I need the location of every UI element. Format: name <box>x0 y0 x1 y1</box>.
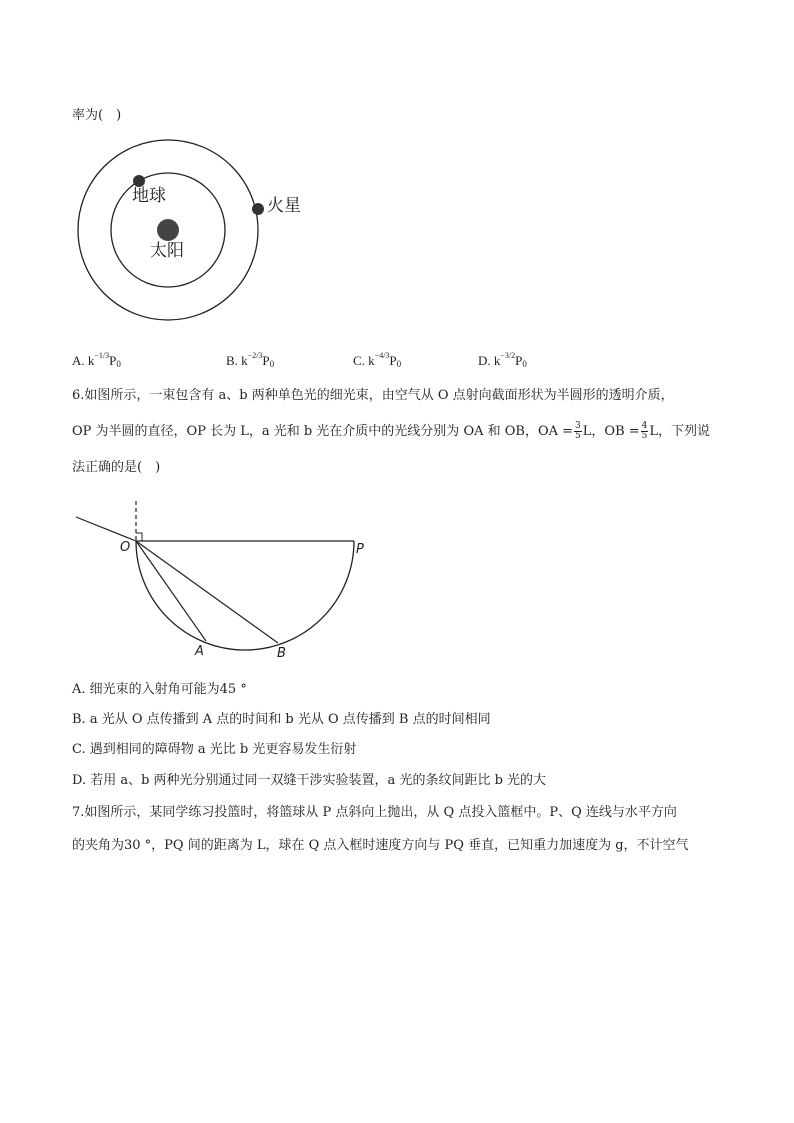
q5-option-a[interactable]: A. $k^{-1/3}P0$ <box>72 351 121 369</box>
ray-ob <box>136 541 278 643</box>
ob-fraction: $\frac{4}{5}$ <box>641 421 648 441</box>
label-a: A <box>195 644 204 659</box>
mars-label: 火星 <box>267 196 301 216</box>
label-p: P <box>356 542 364 557</box>
q6-option-b[interactable]: B. a 光从 O 点传播到 A 点的时间和 b 光从 O 点传播到 B 点的时间相同 <box>72 712 491 727</box>
q6-line-1: 6.如图所示，一束包含有 a、b 两种单色光的细光束，由空气从 O 点射向截面形状为半圆形的透明介质， <box>72 388 674 403</box>
semicircle-diagram <box>70 495 370 665</box>
oa-fraction: $\frac{3}{5}$ <box>575 421 581 441</box>
q6-line-3: 法正确的是( ) <box>72 460 161 475</box>
semicircle-arc <box>136 541 354 650</box>
earth-label: 地球 <box>132 186 166 206</box>
mars <box>252 203 264 215</box>
label-o: O <box>120 540 131 555</box>
label-b: B <box>277 646 286 661</box>
q5-option-d[interactable]: D. $k^{-3/2}P0$ <box>478 351 527 369</box>
q6-option-c[interactable]: C. 遇到相同的障碍物 a 光比 b 光更容易发生衍射 <box>72 742 357 757</box>
q5-option-c[interactable]: C. $k^{-4/3}P0$ <box>353 351 402 369</box>
incident-ray <box>76 517 136 541</box>
q6-option-d[interactable]: D. 若用 a、b 两种光分别通过同一双缝干涉实验装置，a 光的条纹间距比 b 光的大 <box>72 773 547 788</box>
q7-line-1: 7.如图所示，某同学练习投篮时，将篮球从 P 点斜向上抛出，从 Q 点投入篮框中。P、Q 连线与水平方向 <box>72 805 677 820</box>
q6-option-a[interactable]: A. 细光束的入射角可能为45 ° <box>72 682 247 697</box>
q7-line-2: 的夹角为30 °，PQ 间的距离为 L，球在 Q 点入框时速度方向与 PQ 垂直，已知重力加速度为 g，不计空气 <box>72 838 689 853</box>
sun-label: 太阳 <box>150 241 184 261</box>
orbit-diagram <box>70 135 330 330</box>
q5-option-b[interactable]: B. $k^{-2/3}P0$ <box>226 351 275 369</box>
sun <box>157 219 179 241</box>
right-angle-mark <box>136 533 142 541</box>
q5-continuation: 率为( ) <box>72 108 122 123</box>
ray-oa <box>136 541 206 641</box>
q6-line-2: OP 为半圆的直径，OP 长为 L，a 光和 b 光在介质中的光线分别为 OA 和 OB，OA = $\frac{3}{5}$ L，OB = $\frac{4}{5}$ L，下列说 <box>72 421 711 441</box>
